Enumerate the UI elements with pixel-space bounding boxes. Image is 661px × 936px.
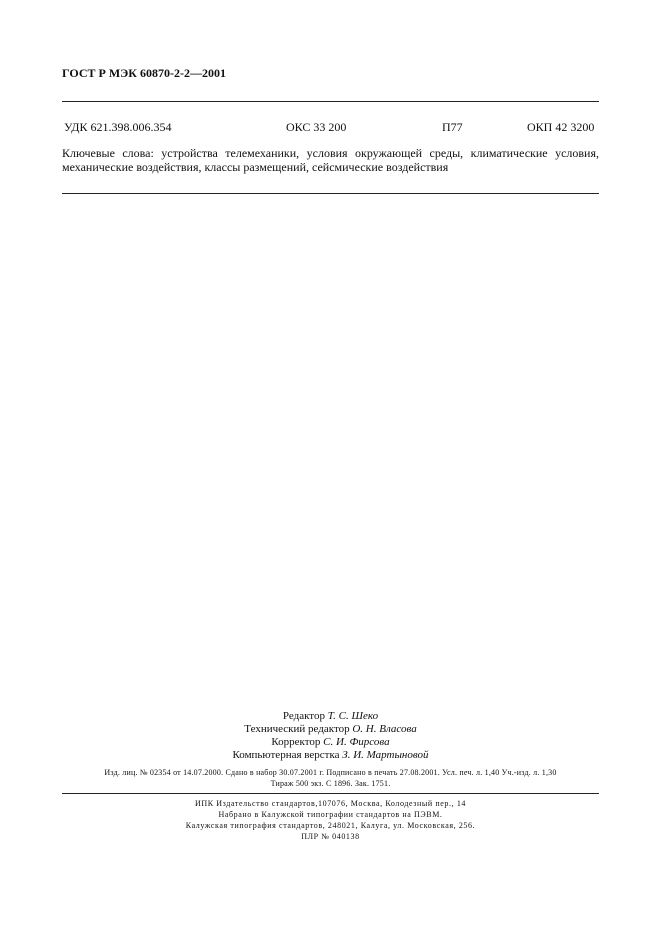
imprint-line-2: Тираж 500 экз. С 1896. Зак. 1751. <box>270 779 391 788</box>
imprint-block <box>62 767 599 789</box>
oks-code: ОКС 33 200 <box>286 120 347 134</box>
standard-code: ГОСТ Р МЭК 60870-2-2—2001 <box>62 66 226 80</box>
imprint-divider <box>62 793 599 794</box>
imprint-line-1: Изд. лиц. № 02354 от 14.07.2000. Сдано в набор 30.07.2001 г. Подписано в печать 27.08.2001. Усл. печ. л. 1,40 Уч.-изд. л. 1,30 <box>104 768 557 777</box>
editor-line <box>160 710 501 723</box>
tech-editor-label: Технический редактор <box>244 723 350 735</box>
classification-row <box>62 120 599 136</box>
publisher-line-2: Набрано в Калужской типографии стандартов на ПЭВМ. <box>218 810 443 819</box>
keywords-divider <box>62 193 599 194</box>
layout-line <box>160 749 501 762</box>
publisher-line-3: Калужская типография стандартов, 248021, Калуга, ул. Московская, 256. <box>185 821 476 830</box>
publisher-block <box>62 798 599 842</box>
keywords-paragraph: Ключевые слова: устройства телемеханики, условия окружающей среды, климатические условия, механические воздействия, классы размещений, сейсмические воздействия <box>62 146 599 174</box>
credits-block <box>160 710 501 762</box>
group-code: П77 <box>442 120 463 134</box>
publisher-line-4: ПЛР № 040138 <box>301 832 360 841</box>
editor-label: Редактор <box>282 710 325 722</box>
tech-editor-line <box>160 723 501 736</box>
proofreader-name: С. И. Фирсова <box>323 736 390 748</box>
proofreader-line <box>160 736 501 749</box>
header-divider <box>62 101 599 102</box>
publisher-line-1: ИПК Издательство стандартов,107076, Москва, Колодезный пер., 14 <box>194 799 467 808</box>
udk-code: УДК 621.398.006.354 <box>64 120 172 134</box>
editor-name: Т. С. Шеко <box>327 710 379 722</box>
layout-name: З. И. Мартыновой <box>342 749 429 761</box>
proofreader-label: Корректор <box>271 736 321 748</box>
tech-editor-name: О. Н. Власова <box>352 723 417 735</box>
okp-code: ОКП 42 3200 <box>527 120 595 134</box>
layout-label: Компьютерная верстка <box>232 749 340 761</box>
